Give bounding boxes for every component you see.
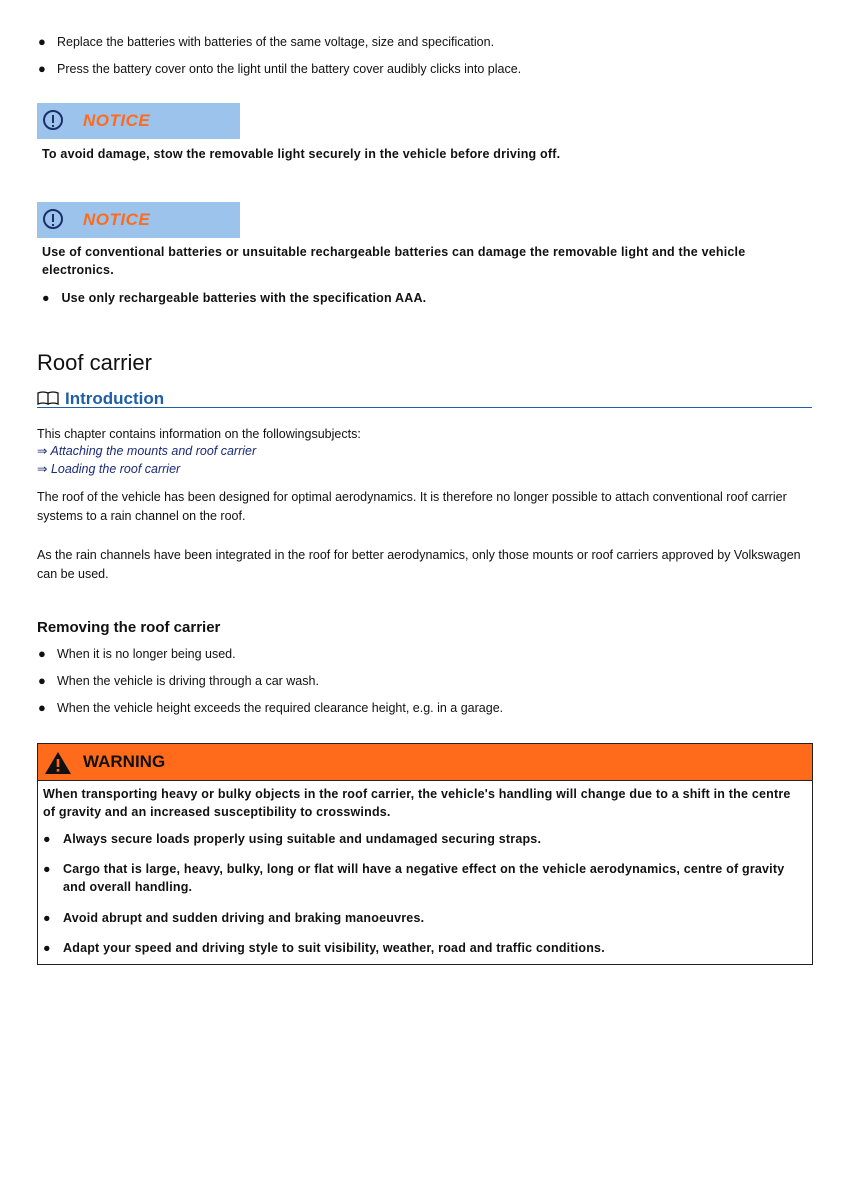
warning-header [38,744,812,781]
list-item-text: Replace the batteries with batteries of the same voltage, size and specification. [57,35,495,49]
divider [37,407,812,408]
bullet-icon: ● [38,673,46,688]
list-item-text: When it is no longer being used. [57,647,236,661]
notice-bullet-text: Use only rechargeable batteries with the specification AAA. [61,291,427,305]
notice-header [37,103,240,139]
warning-bullet-text: Cargo that is large, heavy, bulky, long or flat will have a negative effect on the vehicle aerodynamics, centre of gravity and overall handling. [63,862,785,894]
warning-triangle-icon [44,751,72,775]
warning-bullet-text: Adapt your speed and driving style to suit visibility, weather, road and traffic conditions. [63,941,605,955]
list-item-text: Press the battery cover onto the light until the battery cover audibly clicks into place. [57,62,522,76]
notice-label: NOTICE [83,210,151,229]
bullet-icon: ● [38,61,46,76]
bullet-icon: ● [43,941,51,955]
exclamation-circle-icon [43,209,63,229]
subsection-title: Removing the roof carrier [37,619,221,636]
section-title: Roof carrier [37,350,152,375]
list-item-text: When the vehicle height exceeds the required clearance height, e.g. in a garage. [57,701,504,715]
warning-box [37,743,813,965]
warning-bullet-text: Avoid abrupt and sudden driving and braking manoeuvres. [63,911,425,925]
link-attaching-mounts[interactable]: ⇒ Attaching the mounts and roof carrier [37,444,257,458]
intro-text: This chapter contains information on the followingsubjects: [37,427,361,441]
intro-title-text: Introduction [65,389,165,408]
bullet-icon: ● [43,862,51,876]
notice-text: electronics. [42,263,114,277]
exclamation-circle-icon [43,110,63,130]
list-item-text: When the vehicle is driving through a car wash. [57,674,319,688]
notice-text: To avoid damage, stow the removable light securely in the vehicle before driving off. [42,147,561,161]
notice-header [37,202,240,238]
notice-label: NOTICE [83,111,151,130]
bullet-icon: ● [38,646,46,661]
link-loading-roof-carrier[interactable]: ⇒ Loading the roof carrier [37,462,181,476]
bullet-icon: ● [42,291,50,305]
paragraph: As the rain channels have been integrated in the roof for better aerodynamics, only those mounts or roof carriers approved by Volkswagen can be used. [37,548,801,581]
warning-bullet-text: Always secure loads properly using suitable and undamaged securing straps. [63,832,542,846]
bullet-icon: ● [43,832,51,846]
warning-intro: When transporting heavy or bulky objects in the roof carrier, the vehicle's handling will change due to a shift in the centre of gravity and an increased susceptibility to crosswinds. [43,787,791,819]
intro-heading [37,389,164,409]
book-icon [37,391,59,405]
bullet-icon: ● [38,34,46,49]
notice-bullet [42,289,426,307]
paragraph: The roof of the vehicle has been designed for optimal aerodynamics. It is therefore no longer possible to attach conventional roof carrier systems to a rain channel on the roof. [37,490,787,523]
notice-text: Use of conventional batteries or unsuitable rechargeable batteries can damage the removable light and the vehicle [42,245,746,259]
bullet-icon: ● [38,700,46,715]
bullet-icon: ● [43,911,51,925]
warning-label: WARNING [83,752,166,771]
